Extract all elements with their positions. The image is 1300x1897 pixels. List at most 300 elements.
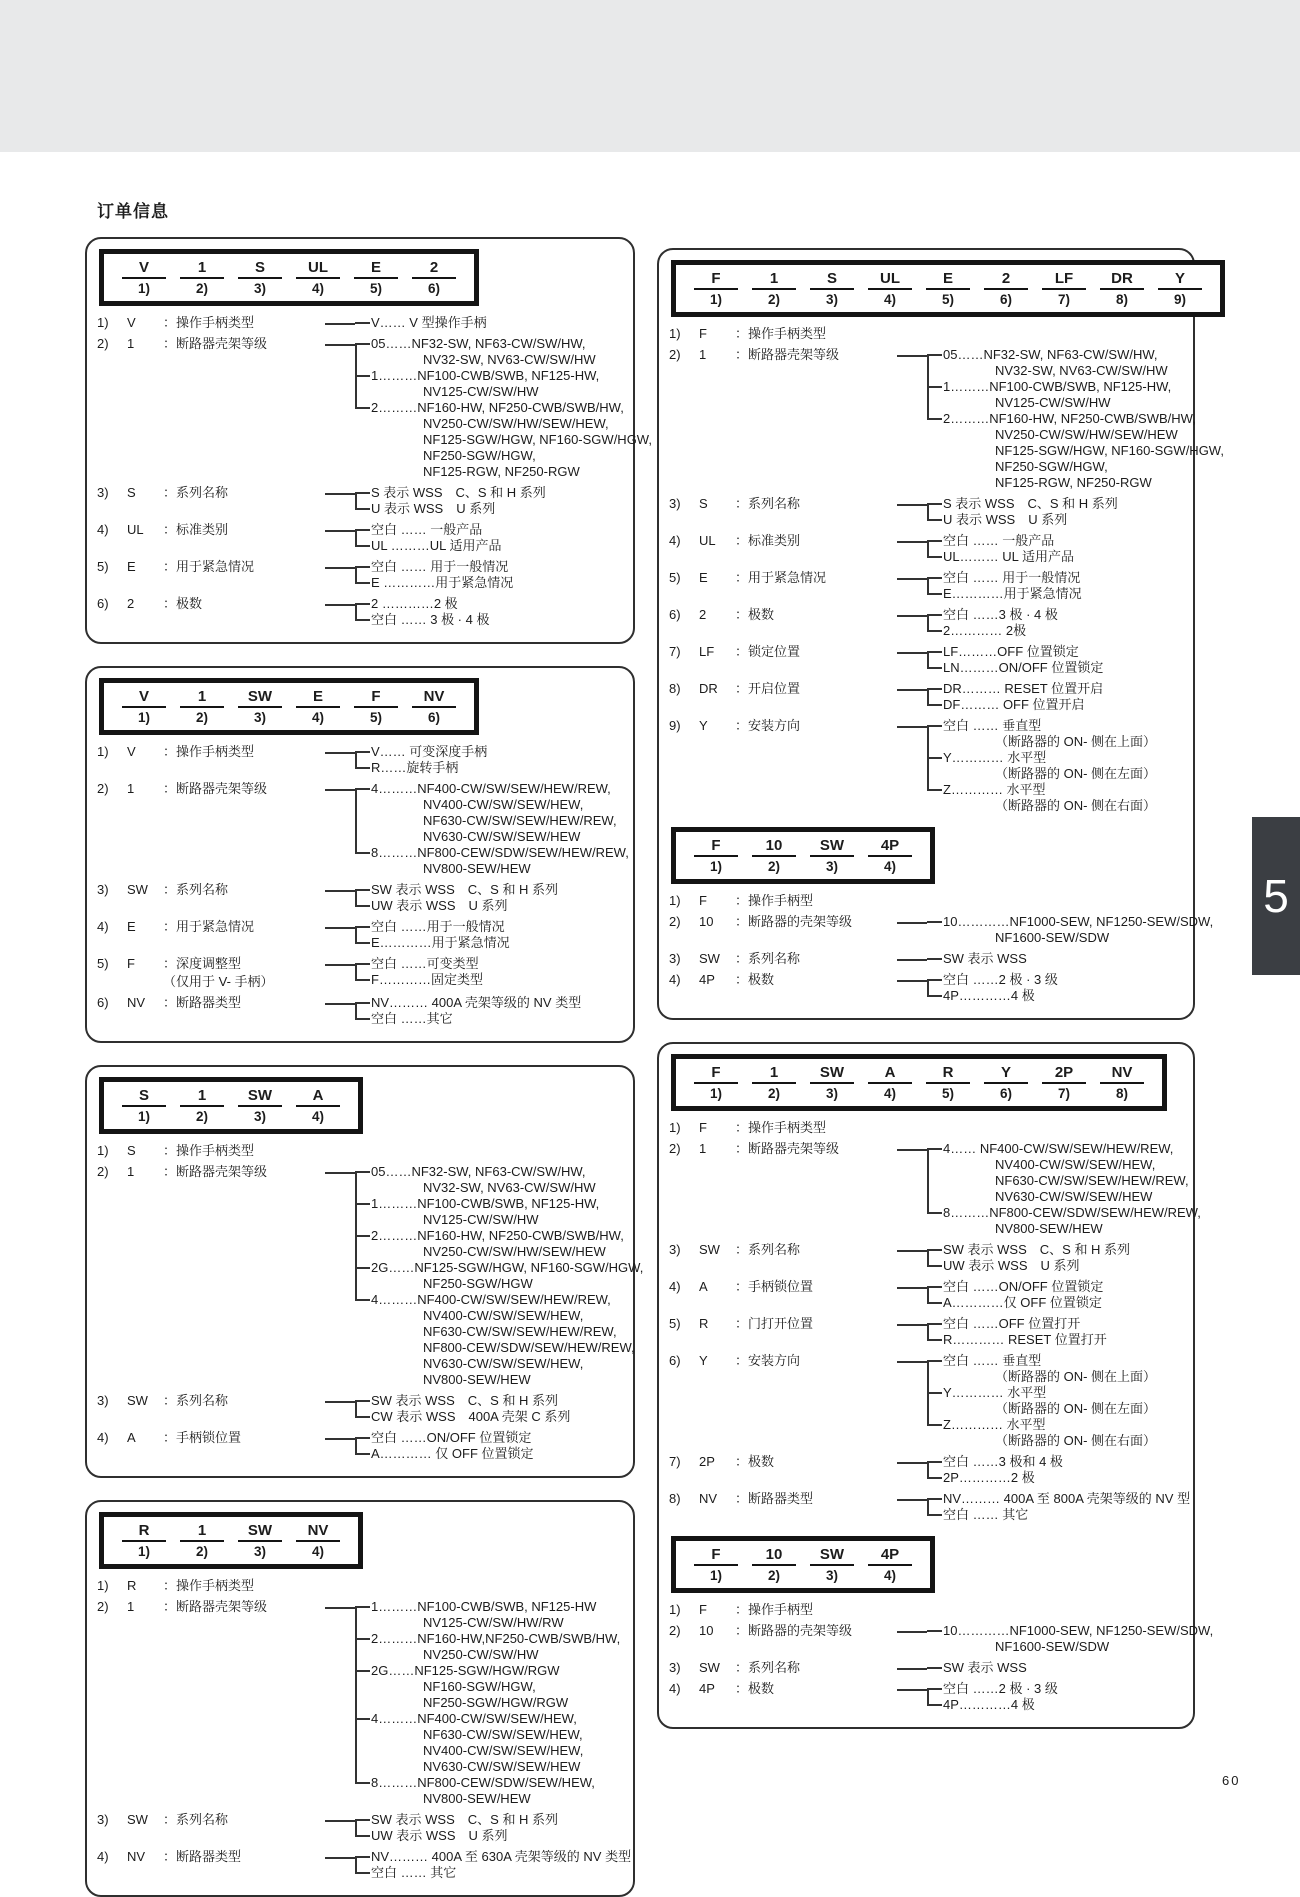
row-code: 1 — [127, 1599, 135, 1614]
row-label: ：断路器的壳架等级 — [735, 1623, 853, 1638]
code-segment — [1042, 270, 1086, 308]
row-code: SW — [127, 1812, 148, 1827]
option-line: NF125-SGW/HGW, NF160-SGW/HGW, — [423, 432, 652, 447]
option-line: SW 表示 WSS C、S 和 H 系列 — [371, 1812, 625, 1828]
row-label: ：用于紧急情况 — [163, 919, 255, 934]
row-label: ：操作手柄型 — [735, 1602, 814, 1617]
connector-vline — [355, 1002, 357, 1020]
code-row — [97, 995, 625, 1027]
option — [371, 315, 625, 331]
segment-code: SW — [238, 1522, 282, 1542]
row-index: 9) — [669, 718, 681, 733]
option-line: NV32-SW, NV63-CW/SW/HW — [423, 352, 596, 367]
row-label: ：断路器壳架等级 — [163, 336, 268, 351]
option-line: 空白 ……ON/OFF 位置锁定 — [943, 1279, 1185, 1295]
row-code: 4P — [699, 1681, 715, 1696]
option-line: 空白 …… 3 极 · 4 极 — [371, 612, 625, 628]
segment-index: 4) — [883, 859, 896, 874]
segment-index: 8) — [1115, 292, 1128, 307]
row-head — [669, 1316, 897, 1332]
segment-code: NV — [296, 1522, 340, 1542]
connector-lead — [325, 323, 355, 325]
option-list — [927, 1141, 1201, 1237]
option-line: 空白 …… 用于一般情况 — [371, 559, 625, 575]
row-code: 10 — [699, 914, 714, 929]
option — [943, 1332, 1185, 1348]
segment-index: 4) — [883, 292, 896, 307]
connector-vline — [355, 529, 357, 547]
code-row — [669, 1623, 1214, 1655]
row-code: 2 — [127, 596, 135, 611]
option-line: UW 表示 WSS U 系列 — [371, 898, 625, 914]
segment-code: F — [694, 270, 738, 290]
option-line: NV400-CW/SW/SEW/HEW, — [995, 1157, 1156, 1172]
code-row — [669, 1141, 1201, 1237]
option — [371, 501, 625, 517]
segment-code: 1 — [752, 1064, 796, 1084]
row-label: ：断路器壳架等级 — [163, 1599, 268, 1614]
row-index: 2) — [97, 336, 109, 351]
segment-index: 1) — [709, 1568, 722, 1583]
row-label: ：断路器的壳架等级 — [735, 914, 853, 929]
code-segment — [752, 1546, 796, 1584]
row-label: ：深度调整型 — [163, 956, 242, 971]
row-label: ：断路器壳架等级 — [163, 781, 268, 796]
connector-lead — [325, 1820, 355, 1822]
option-list — [927, 1353, 1185, 1449]
segment-index: 1) — [137, 1109, 150, 1124]
connector-vline — [355, 1819, 357, 1837]
connector-vline — [355, 492, 357, 510]
code-row — [97, 1812, 625, 1844]
segment-code: S — [810, 270, 854, 290]
segment-index: 4) — [311, 1544, 324, 1559]
code-row — [669, 951, 1185, 967]
code-segment — [926, 1064, 970, 1102]
option-line: NV250-CW/SW/HW — [423, 1647, 539, 1662]
option-line: NF1600-SEW/SDW — [995, 930, 1110, 945]
option — [371, 1393, 625, 1409]
row-code: 1 — [127, 1164, 135, 1179]
row-head — [669, 326, 897, 342]
row-label: ：安装方向 — [735, 1353, 801, 1368]
segment-code: E — [296, 688, 340, 708]
option-line: 10…………NF1000-SEW, NF1250-SEW/SDW, — [943, 914, 1214, 929]
option-line: 2P…………2 极 — [943, 1470, 1185, 1486]
connector-vline — [927, 1360, 929, 1426]
option — [371, 744, 625, 760]
option-line: 空白 …… 垂直型 — [943, 1353, 1185, 1369]
code-segment — [354, 688, 398, 726]
option-line: NF250-SGW/HGW, — [995, 459, 1108, 474]
segment-index: 9) — [1173, 292, 1186, 307]
row-label: ：操作手柄类型 — [735, 1120, 827, 1135]
segment-code: 4P — [868, 837, 912, 857]
code-segment — [122, 1087, 166, 1125]
option — [371, 336, 652, 368]
row-code: A — [127, 1430, 136, 1445]
option — [943, 607, 1185, 623]
row-index: 1) — [669, 326, 681, 341]
row-label: ：开启位置 — [735, 681, 801, 696]
option — [943, 1417, 1185, 1449]
code-row — [97, 919, 625, 951]
option-line: 8………NF800-CEW/SDW/SEW/HEW/REW, — [943, 1205, 1201, 1220]
row-index: 5) — [669, 570, 681, 585]
row-head — [669, 972, 897, 988]
option-line: NV630-CW/SW/SEW/HEW — [423, 829, 581, 844]
row-index: 3) — [97, 1812, 109, 1827]
row-label: ：系列名称 — [163, 485, 229, 500]
option-list — [355, 1849, 631, 1881]
row-code: V — [127, 315, 136, 330]
row-code: A — [699, 1279, 708, 1294]
segment-index: 3) — [253, 710, 266, 725]
row-index: 3) — [97, 1393, 109, 1408]
option-line: NV630-CW/SW/SEW/HEW, — [423, 1356, 584, 1371]
option-list — [355, 882, 625, 914]
option-line: 空白 ……2 极 · 3 级 — [943, 1681, 1185, 1697]
row-head — [669, 1454, 897, 1470]
row-head — [97, 596, 325, 612]
option-line: NF125-RGW, NF250-RGW — [423, 464, 580, 479]
segment-index: 1) — [137, 1544, 150, 1559]
segment-index: 2) — [767, 1086, 780, 1101]
option — [943, 1316, 1185, 1332]
option — [371, 1849, 631, 1865]
option-line: 05……NF32-SW, NF63-CW/SW/HW, — [371, 1164, 643, 1180]
code-row — [97, 336, 652, 480]
segment-code: SW — [810, 837, 854, 857]
option-line: 1………NF100-CWB/SWB, NF125-HW, — [943, 379, 1224, 395]
option-line: NF250-SGW/HGW — [423, 1276, 533, 1291]
option-line: NF125-SGW/HGW, NF160-SGW/HGW, — [995, 443, 1224, 458]
option — [371, 1292, 643, 1388]
option — [943, 1470, 1185, 1486]
option-list — [355, 596, 625, 628]
option-line: （断路器的 ON- 侧在左面） — [995, 1401, 1157, 1416]
row-label: ：手柄锁位置 — [163, 1430, 242, 1445]
connector-vline — [355, 889, 357, 907]
option — [943, 782, 1185, 814]
connector-lead — [897, 689, 927, 691]
code-segment — [868, 270, 912, 308]
segment-index: 3) — [825, 1086, 838, 1101]
option-line: SW 表示 WSS C、S 和 H 系列 — [371, 1393, 625, 1409]
code-segment — [1042, 1064, 1086, 1102]
segment-code: SW — [810, 1546, 854, 1566]
option-line: 2G……NF125-SGW/HGW, NF160-SGW/HGW, — [371, 1260, 644, 1275]
connector-lead — [897, 1250, 927, 1252]
option — [943, 1242, 1185, 1258]
option — [943, 988, 1185, 1004]
row-head — [669, 914, 897, 930]
row-head — [669, 1491, 897, 1507]
code-row — [669, 570, 1185, 602]
option — [943, 347, 1224, 379]
option-line: 空白 ……3 极 · 4 极 — [943, 607, 1185, 623]
option — [371, 935, 625, 951]
connector-lead — [325, 1003, 355, 1005]
connector-vline — [927, 1688, 929, 1706]
option-list — [927, 607, 1185, 639]
segment-index: 3) — [825, 1568, 838, 1583]
option-list — [927, 644, 1185, 676]
segment-code: 10 — [752, 837, 796, 857]
row-code: S — [127, 485, 136, 500]
row-code: R — [127, 1578, 137, 1593]
segment-code: V — [122, 688, 166, 708]
option — [371, 612, 625, 628]
segment-code: E — [926, 270, 970, 290]
code-segment — [296, 688, 340, 726]
option-list — [927, 914, 1213, 946]
option-list — [927, 347, 1224, 491]
code-segment — [810, 270, 854, 308]
option-line: U 表示 WSS U 系列 — [371, 501, 625, 517]
option — [371, 956, 625, 972]
option — [943, 951, 1185, 967]
option — [371, 1711, 625, 1775]
segment-index: 6) — [427, 710, 440, 725]
option — [371, 522, 625, 538]
option — [943, 533, 1185, 549]
connector-lead — [325, 1438, 355, 1440]
option-line: 2………NF160-HW, NF250-CWB/SWB/HW, — [943, 411, 1224, 427]
connector-vline — [927, 1148, 929, 1214]
option-line: 10…………NF1000-SEW, NF1250-SEW/SDW, — [943, 1623, 1214, 1638]
row-index: 5) — [669, 1316, 681, 1331]
row-label: ：系列名称 — [163, 1812, 229, 1827]
option — [943, 496, 1185, 512]
connector-lead — [897, 1149, 927, 1151]
segment-code: 1 — [180, 1522, 224, 1542]
code-row — [669, 1681, 1185, 1713]
option-line: NV400-CW/SW/SEW/HEW, — [423, 1743, 584, 1758]
segment-index: 4) — [311, 1109, 324, 1124]
option-line: NF630-CW/SW/SEW/HEW/REW, — [423, 1324, 617, 1339]
option-line: A…………仅 OFF 位置锁定 — [943, 1295, 1185, 1311]
row-code: 2P — [699, 1454, 715, 1469]
option-line: U 表示 WSS U 系列 — [943, 512, 1185, 528]
connector-lead — [897, 1668, 927, 1670]
row-code: S — [127, 1143, 136, 1158]
segment-code: R — [926, 1064, 970, 1084]
code-segment — [122, 1522, 166, 1560]
row-index: 7) — [669, 644, 681, 659]
connector-vline — [927, 540, 929, 558]
option-line: （断路器的 ON- 侧在上面） — [995, 734, 1157, 749]
row-label: ：操作手柄类型 — [163, 315, 255, 330]
code-segment — [694, 837, 738, 875]
code-row — [97, 1430, 625, 1462]
option-line: S 表示 WSS C、S 和 H 系列 — [371, 485, 625, 501]
row-head — [669, 496, 897, 512]
connector-vline — [927, 614, 929, 632]
row-index: 7) — [669, 1454, 681, 1469]
connector-vline — [927, 503, 929, 521]
option-line: 4………NF400-CW/SW/SEW/HEW, — [371, 1711, 625, 1727]
segment-code: F — [694, 1064, 738, 1084]
row-head — [97, 1164, 325, 1180]
option-list — [927, 1660, 1185, 1676]
row-code: Y — [699, 718, 708, 733]
code-row — [97, 315, 625, 331]
option — [371, 882, 625, 898]
code-segment — [868, 1064, 912, 1102]
option-line: 空白 ……其它 — [371, 1011, 625, 1027]
segment-code: LF — [1042, 270, 1086, 290]
code-row — [669, 1120, 1185, 1136]
option — [943, 1697, 1185, 1713]
row-code: DR — [699, 681, 718, 696]
row-index: 5) — [97, 559, 109, 574]
row-code: SW — [127, 882, 148, 897]
row-index: 2) — [97, 781, 109, 796]
row-code: F — [699, 1120, 707, 1135]
code-row — [97, 1393, 625, 1425]
code-row — [669, 718, 1185, 814]
option — [371, 995, 625, 1011]
option-line: NV……… 400A 至 630A 壳架等级的 NV 类型 — [371, 1849, 632, 1864]
connector-vline — [355, 1171, 357, 1301]
option-line: （断路器的 ON- 侧在右面） — [995, 1433, 1157, 1448]
option-line: NV……… 400A 至 800A 壳架等级的 NV 型 — [943, 1491, 1191, 1506]
row-index: 6) — [669, 607, 681, 622]
segment-index: 1) — [709, 292, 722, 307]
option-line: NF630-CW/SW/SEW/HEW/REW, — [423, 813, 617, 828]
code-row — [669, 1353, 1185, 1449]
connector-lead — [897, 980, 927, 982]
option-line: NV800-SEW/HEW — [423, 1791, 531, 1806]
option-list — [355, 1164, 643, 1388]
segment-index: 7) — [1057, 292, 1070, 307]
row-label: ：系列名称 — [163, 882, 229, 897]
option — [943, 1623, 1213, 1655]
option — [371, 1812, 625, 1828]
segment-index: 2) — [195, 1109, 208, 1124]
row-index: 6) — [97, 596, 109, 611]
segment-code: SW — [810, 1064, 854, 1084]
option — [943, 750, 1185, 782]
option — [943, 379, 1224, 411]
option — [371, 781, 629, 845]
segment-index: 4) — [311, 710, 324, 725]
connector-vline — [355, 963, 357, 981]
row-head — [669, 718, 897, 734]
option-line: NV630-CW/SW/SEW/HEW — [995, 1189, 1153, 1204]
segment-code: R — [122, 1522, 166, 1542]
connector-lead — [325, 927, 355, 929]
row-index: 3) — [669, 1242, 681, 1257]
option-line: SW 表示 WSS C、S 和 H 系列 — [371, 882, 625, 898]
option-list — [355, 919, 625, 951]
row-code: SW — [699, 1242, 720, 1257]
option-list — [355, 1599, 625, 1807]
segment-index: 4) — [311, 281, 324, 296]
code-segment — [412, 259, 456, 297]
option-line: Y………… 水平型 — [943, 1385, 1185, 1401]
option-line: Z………… 水平型 — [943, 1417, 1185, 1433]
connector-lead — [897, 726, 927, 728]
row-index: 2) — [669, 914, 681, 929]
option-list — [927, 951, 1185, 967]
row-index: 4) — [97, 1430, 109, 1445]
segment-code: UL — [296, 259, 340, 279]
option-line: UL……… UL 适用产品 — [943, 549, 1185, 565]
connector-lead — [325, 530, 355, 532]
option — [371, 1011, 625, 1027]
option-line: S 表示 WSS C、S 和 H 系列 — [943, 496, 1185, 512]
option-line: NV125-CW/SW/HW — [995, 395, 1111, 410]
segment-index: 3) — [825, 859, 838, 874]
row-label: ：断路器类型 — [735, 1491, 814, 1506]
segment-code: Y — [984, 1064, 1028, 1084]
option — [371, 1228, 643, 1260]
option — [943, 972, 1185, 988]
chapter-tab: 5 — [1252, 817, 1300, 975]
code-segment — [296, 259, 340, 297]
connector-lead — [897, 1324, 927, 1326]
row-label: ：用于紧急情况 — [735, 570, 827, 585]
segment-index: 1) — [137, 281, 150, 296]
order-code-block — [85, 1500, 635, 1897]
option-line: F…………固定类型 — [371, 972, 625, 988]
option-line: 4………NF400-CW/SW/SEW/HEW/REW, — [371, 781, 629, 797]
option-list — [355, 559, 625, 591]
order-code-block — [657, 1042, 1214, 1729]
segment-code: E — [354, 259, 398, 279]
option-line: 1………NF100-CWB/SWB, NF125-HW, — [371, 368, 652, 384]
row-label: ：操作手柄类型 — [163, 1143, 255, 1158]
row-label: ：极数 — [163, 596, 203, 611]
option-line: 4P…………4 极 — [943, 988, 1185, 1004]
row-index: 4) — [669, 1279, 681, 1294]
connector-vline — [927, 979, 929, 997]
code-segment — [122, 259, 166, 297]
row-label: ：断路器类型 — [163, 995, 242, 1010]
segment-index: 5) — [369, 710, 382, 725]
option-line: 空白 ……OFF 位置打开 — [943, 1316, 1185, 1332]
row-index: 1) — [97, 1578, 109, 1593]
code-row — [97, 1599, 625, 1807]
segment-index: 3) — [253, 281, 266, 296]
row-code: SW — [699, 1660, 720, 1675]
row-index: 1) — [669, 893, 681, 908]
connector-lead — [325, 789, 355, 791]
code-row — [669, 972, 1185, 1004]
code-segment — [926, 270, 970, 308]
row-head — [97, 1393, 325, 1409]
option — [943, 512, 1185, 528]
option-line: 空白 ……2 极 · 3 级 — [943, 972, 1185, 988]
option — [943, 1279, 1185, 1295]
row-head — [97, 336, 325, 352]
row-head — [97, 744, 325, 760]
connector-lead — [897, 652, 927, 654]
row-code: UL — [127, 522, 144, 537]
option-line: 2G……NF125-SGW/HGW/RGW — [371, 1663, 625, 1679]
row-head — [97, 559, 325, 575]
option-list — [927, 1491, 1190, 1523]
option-line: 05……NF32-SW, NF63-CW/SW/HW, — [943, 347, 1224, 363]
segment-index: 6) — [427, 281, 440, 296]
option-line: Z………… 水平型 — [943, 782, 1185, 798]
row-index: 4) — [97, 1849, 109, 1864]
option-line: 空白 …… 垂直型 — [943, 718, 1185, 734]
code-segment — [694, 270, 738, 308]
code-segment — [810, 837, 854, 875]
